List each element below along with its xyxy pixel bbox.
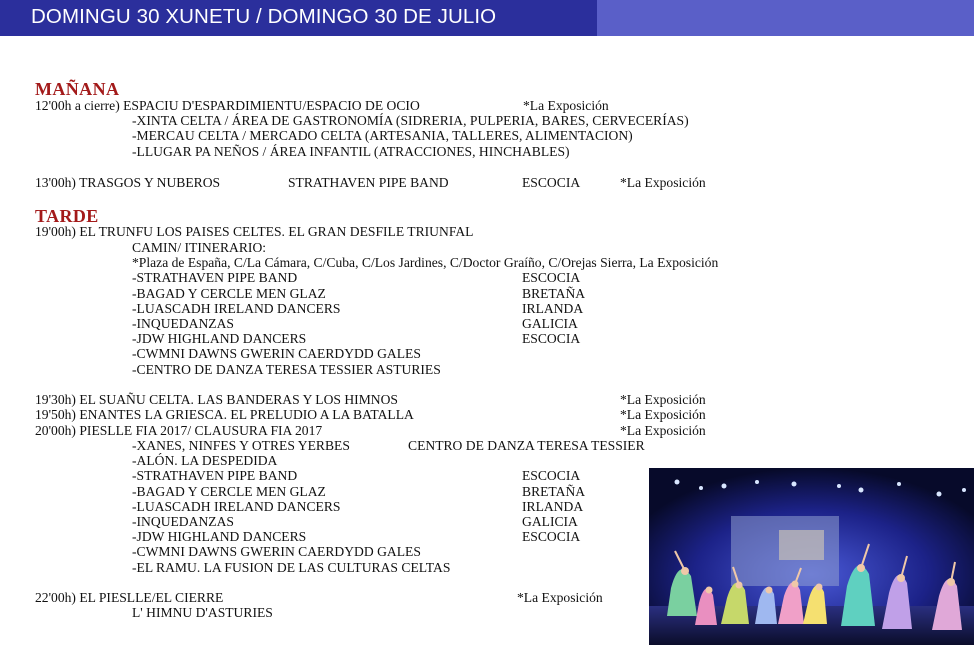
event-place: *La Exposición — [620, 407, 706, 422]
closing-name: -INQUEDANZAS — [132, 514, 234, 529]
list-item: -MERCAU CELTA / MERCADO CELTA (ARTESANIA, TALLERES, ALIMENTACION) — [132, 128, 633, 143]
dancers-stage-photo — [649, 468, 974, 645]
section-heading-tarde: TARDE — [35, 206, 99, 226]
closing-country: ESCOCIA — [522, 468, 581, 483]
closing-name: -EL RAMU. LA FUSION DE LAS CULTURAS CELTAS — [132, 560, 451, 575]
event-line: 19'00h) EL TRUNFU LOS PAISES CELTES. EL GRAN DESFILE TRIUNFAL — [35, 224, 474, 239]
parade-name: -INQUEDANZAS — [132, 316, 234, 331]
parade-country: ESCOCIA — [522, 331, 581, 346]
parade-name: -CENTRO DE DANZA TERESA TESSIER ASTURIES — [132, 362, 441, 377]
closing-name: -XANES, NINFES Y OTRES YERBES — [132, 438, 350, 453]
closing-country: IRLANDA — [522, 499, 584, 514]
event-line: 13'00h) TRASGOS Y NUBEROS — [35, 175, 221, 190]
closing-group: CENTRO DE DANZA TERESA TESSIER — [408, 438, 645, 453]
event-place: *La Exposición — [620, 175, 706, 190]
parade-country: BRETAÑA — [522, 286, 586, 301]
anthem-line: L' HIMNU D'ASTURIES — [132, 605, 273, 620]
closing-country: BRETAÑA — [522, 484, 586, 499]
header-accent-bar — [597, 0, 974, 36]
event-place: *La Exposición — [620, 392, 706, 407]
parade-country: IRLANDA — [522, 301, 584, 316]
closing-country: GALICIA — [522, 514, 578, 529]
closing-country: ESCOCIA — [522, 529, 581, 544]
event-line: 19'50h) ENANTES LA GRIESCA. EL PRELUDIO A LA BATALLA — [35, 407, 414, 422]
event-line: 12'00h a cierre) ESPACIU D'ESPARDIMIENTU/ESPACIO DE OCIO — [35, 98, 420, 113]
route-text: *Plaza de España, C/La Cámara, C/Cuba, C/Los Jardines, C/Doctor Graíño, C/Orejas Sierra, La Exposición — [132, 255, 719, 270]
event-country: ESCOCIA — [522, 175, 581, 190]
parade-name: -LUASCADH IRELAND DANCERS — [132, 301, 341, 316]
closing-name: -JDW HIGHLAND DANCERS — [132, 529, 307, 544]
parade-name: -BAGAD Y CERCLE MEN GLAZ — [132, 286, 326, 301]
parade-country: GALICIA — [522, 316, 578, 331]
event-band: STRATHAVEN PIPE BAND — [288, 175, 449, 190]
parade-country: ESCOCIA — [522, 270, 581, 285]
route-label: CAMIN/ ITINERARIO: — [132, 240, 267, 255]
event-line: 22'00h) EL PIESLLE/EL CIERRE — [35, 590, 224, 605]
event-place: *La Exposición — [523, 98, 609, 113]
parade-name: -CWMNI DAWNS GWERIN CAERDYDD GALES — [132, 346, 421, 361]
closing-name: -LUASCADH IRELAND DANCERS — [132, 499, 341, 514]
page-title: DOMINGU 30 XUNETU / DOMINGO 30 DE JULIO — [31, 5, 497, 28]
event-line: 20'00h) PIESLLE FIA 2017/ CLAUSURA FIA 2017 — [35, 423, 323, 438]
closing-name: -BAGAD Y CERCLE MEN GLAZ — [132, 484, 326, 499]
parade-name: -STRATHAVEN PIPE BAND — [132, 270, 298, 285]
event-place: *La Exposición — [517, 590, 603, 605]
event-line: 19'30h) EL SUAÑU CELTA. LAS BANDERAS Y LOS HIMNOS — [35, 392, 398, 407]
closing-name: -ALÓN. LA DESPEDIDA — [132, 453, 278, 468]
closing-name: -CWMNI DAWNS GWERIN CAERDYDD GALES — [132, 544, 421, 559]
parade-name: -JDW HIGHLAND DANCERS — [132, 331, 307, 346]
list-item: -LLUGAR PA NEÑOS / ÁREA INFANTIL (ATRACCIONES, HINCHABLES) — [132, 144, 570, 159]
closing-name: -STRATHAVEN PIPE BAND — [132, 468, 298, 483]
event-place: *La Exposición — [620, 423, 706, 438]
list-item: -XINTA CELTA / ÁREA DE GASTRONOMÍA (SIDRERIA, PULPERIA, BARES, CERVECERÍAS) — [132, 113, 689, 128]
section-heading-manana: MAÑANA — [35, 79, 120, 99]
